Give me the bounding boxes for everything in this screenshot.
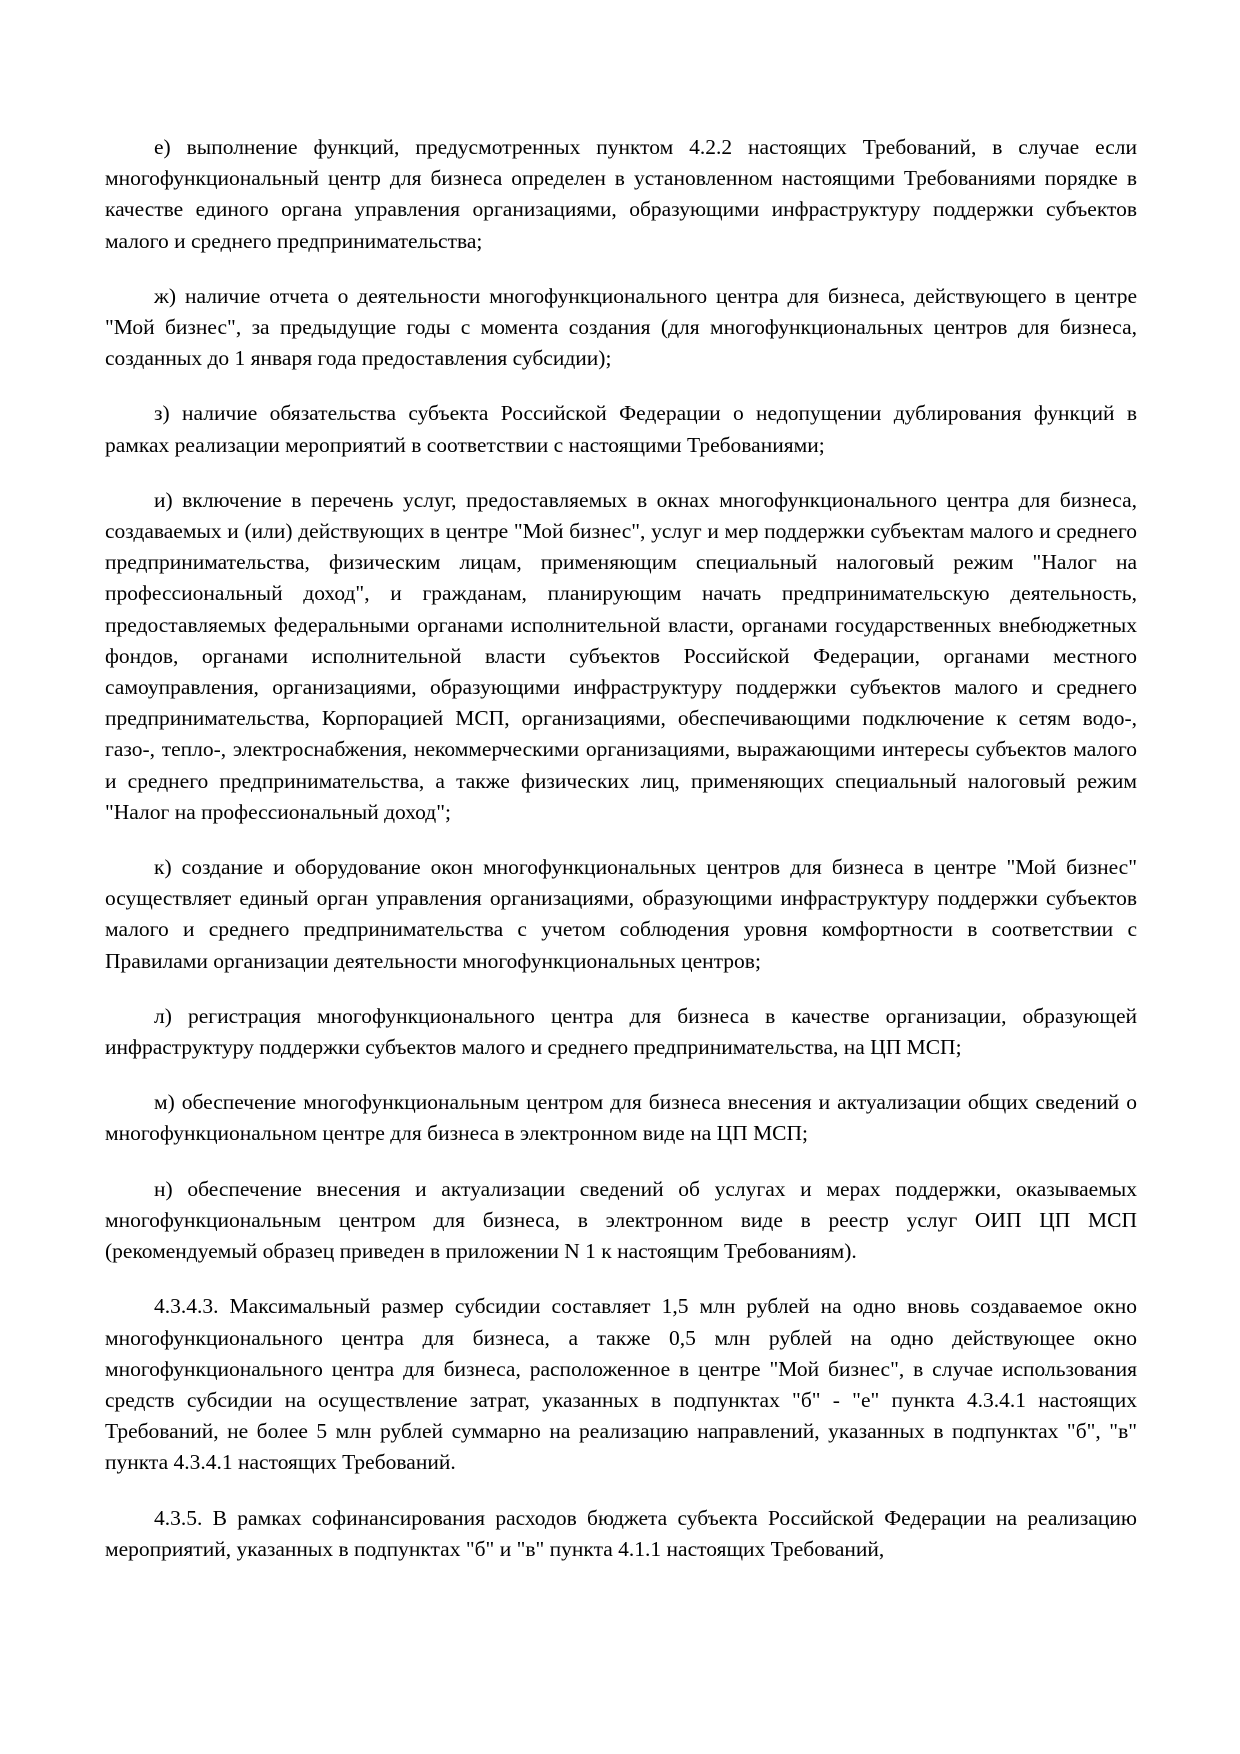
paragraph-item-i: и) включение в перечень услуг, предоставляемых в окнах многофункционального центра для бизнеса, создаваемых и (или) действующих в центре "Мой бизнес", услуг и мер поддержки субъектам малого и среднего предпринимательства, физическим лицам, применяющим специальный налоговый режим "Налог на профессиональный доход", и гражданам, планирующим начать предпринимательскую деятельность, предоставляемых федеральными органами исполнительной власти, органами государственных внебюджетных фондов, органами исполнительной власти субъектов Российской Федерации, органами местного самоуправления, организациями, образующими инфраструктуру поддержки субъектов малого и среднего предпринимательства, Корпорацией МСП, организациями, обеспечивающими подключение к сетям водо-, газо-, тепло-, электроснабжения, некоммерческими организациями, выражающими интересы субъектов малого и среднего предпринимательства, а также физических лиц, применяющих специальный налоговый режим "Налог на профессиональный доход";	[105, 487, 1137, 824]
paragraph-item-zh: ж) наличие отчета о деятельности многофункционального центра для бизнеса, действующего в центре "Мой бизнес", за предыдущие годы с момента создания (для многофункциональных центров для бизнеса, созданных до 1 января года предоставления субсидии);	[105, 283, 1137, 371]
paragraph-item-m: м) обеспечение многофункциональным центром для бизнеса внесения и актуализации общих сведений о многофункциональном центре для бизнеса в электронном виде на ЦП МСП;	[105, 1090, 1137, 1146]
paragraph-item-l: л) регистрация многофункционального центра для бизнеса в качестве организации, образующей инфраструктуру поддержки субъектов малого и среднего предпринимательства, на ЦП МСП;	[105, 1003, 1137, 1060]
paragraph-item-z: з) наличие обязательства субъекта Российской Федерации о недопущении дублирования функций в рамках реализации мероприятий в соответствии с настоящими Требованиями;	[105, 401, 1137, 457]
paragraph-clause-4-3-5: 4.3.5. В рамках софинансирования расходов бюджета субъекта Российской Федерации на реализацию мероприятий, указанных в подпунктах "б" и "в" пункта 4.1.1 настоящих Требований,	[105, 1505, 1137, 1561]
document-body	[105, 132, 1137, 1565]
paragraph-item-k: к) создание и оборудование окон многофункциональных центров для бизнеса в центре "Мой бизнес" осуществляет единый орган управления организациями, образующими инфраструктуру поддержки субъектов малого и среднего предпринимательства с учетом соблюдения уровня комфортности в соответствии с Правилами организации деятельности многофункциональных центров;	[105, 855, 1137, 973]
paragraph-clause-4-3-4-3: 4.3.4.3. Максимальный размер субсидии составляет 1,5 млн рублей на одно вновь создаваемое окно многофункционального центра для бизнеса, а также 0,5 млн рублей на одно действующее окно многофункционального центра для бизнеса, расположенное в центре "Мой бизнес", в случае использования средств субсидии на осуществление затрат, указанных в подпунктах "б" - "е" пункта 4.3.4.1 настоящих Требований, не более 5 млн рублей суммарно на реализацию направлений, указанных в подпунктах "б", "в" пункта 4.3.4.1 настоящих Требований.	[105, 1294, 1137, 1475]
paragraph-item-n: н) обеспечение внесения и актуализации сведений об услугах и мерах поддержки, оказываемых многофункциональным центром для бизнеса, в электронном виде в реестр услуг ОИП ЦП МСП (рекомендуемый образец приведен в приложении N 1 к настоящим Требованиям).	[105, 1176, 1137, 1264]
paragraph-item-e: е) выполнение функций, предусмотренных пунктом 4.2.2 настоящих Требований, в случае если многофункциональный центр для бизнеса определен в установленном настоящими Требованиями порядке в качестве единого органа управления организациями, образующими инфраструктуру поддержки субъектов малого и среднего предпринимательства;	[105, 135, 1137, 253]
